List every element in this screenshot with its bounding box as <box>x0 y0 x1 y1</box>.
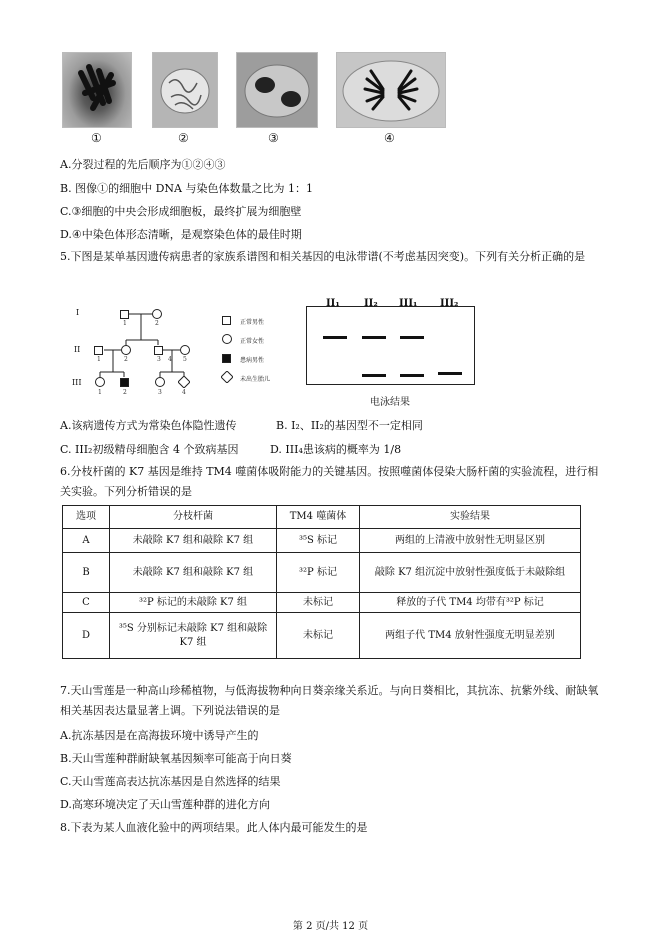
pedigree-II2-female <box>121 345 131 355</box>
image-label-4: ④ <box>384 131 395 145</box>
table-cell: 未标记 <box>277 613 360 659</box>
gel-caption: 电泳结果 <box>370 397 410 408</box>
table-cell: A <box>63 529 110 553</box>
q8-stem: 8.下表为某人血液化验中的两项结果。此人体内最可能发生的是 <box>60 821 368 834</box>
micrograph-1 <box>62 52 132 128</box>
q7-option-d: D.高寒环境决定了天山雪莲种群的进化方向 <box>60 798 270 811</box>
gel-box <box>306 306 475 385</box>
legend-normal-female: 正常女性 <box>240 338 265 345</box>
table-cell: 释放的子代 TM4 均带有³²P 标记 <box>360 593 581 613</box>
gel-lane-label-2: II₂ <box>364 298 378 309</box>
pedigree-num-II4: 4 <box>168 356 172 363</box>
table-header-row <box>63 506 581 529</box>
table-cell: 未敲除 K7 组和敲除 K7 组 <box>110 553 277 593</box>
table-cell: ³⁵S 标记 <box>277 529 360 553</box>
gel-band-lane2-top <box>362 336 386 339</box>
gel-band-lane4-bottom <box>438 372 462 375</box>
table-header-bacteria: 分枝杆菌 <box>110 506 277 529</box>
pedigree-I2-female <box>152 309 162 319</box>
gel-band-lane1-top <box>323 336 347 339</box>
micrograph-2 <box>152 52 218 128</box>
image-label-2: ② <box>178 131 189 145</box>
q7-stem: 7.天山雪莲是一种高山珍稀植物，与低海拔物种向日葵亲缘关系近。与向日葵相比，其抗冻、抗紫外线、耐缺氧相关基因表达量显著上调。下列说法错误的是 <box>60 684 599 717</box>
legend-normal-female-icon <box>222 334 232 344</box>
legend-affected-male-icon <box>222 354 231 363</box>
q5-option-b: B. I₂、II₂的基因型不一定相同 <box>276 419 423 432</box>
legend-normal-male: 正常男性 <box>240 319 265 326</box>
table-cell: 两组子代 TM4 放射性强度无明显差别 <box>360 613 581 659</box>
pedigree-num-I1: 1 <box>123 320 127 327</box>
q5-option-a: A.该病遗传方式为常染色体隐性遗传 <box>60 419 237 432</box>
table-cell: ³⁵S 分别标记未敲除 K7 组和敲除 K7 组 <box>110 613 277 659</box>
q5-option-c: C. III₂初级精母细胞含 4 个致病基因 <box>60 443 239 456</box>
image-label-3: ③ <box>268 131 279 145</box>
q6-stem: 6.分枝杆菌的 K7 基因是维持 TM4 噬菌体吸附能力的关键基因。按照噬菌体侵染大肠杆菌的实验流程，进行相关实验。下列分析错误的是 <box>60 465 599 498</box>
legend-normal-male-icon <box>222 316 231 325</box>
gel-band-lane3-bottom <box>400 374 424 377</box>
pedigree-num-I2: 2 <box>155 320 159 327</box>
pedigree-num-II2: 2 <box>124 356 128 363</box>
table-cell: ³²P 标记 <box>277 553 360 593</box>
page-footer: 第 2 页/共 12 页 <box>292 921 369 932</box>
q5-option-d: D. III₄患该病的概率为 1/8 <box>270 443 402 456</box>
generation-label-1: I <box>76 308 80 317</box>
pedigree-III3-female <box>155 377 165 387</box>
legend-affected-male: 患病男性 <box>240 357 265 364</box>
table-header-option: 选项 <box>63 506 110 529</box>
pedigree-III2-affected-male <box>120 378 129 387</box>
pedigree-II4-female <box>180 345 190 355</box>
pedigree-num-III4: 4 <box>182 389 186 396</box>
pedigree-III1-female <box>95 377 105 387</box>
q7-option-b: B.天山雪莲种群耐缺氧基因频率可能高于向日葵 <box>60 752 292 765</box>
table-cell: ³²P 标记的未敲除 K7 组 <box>110 593 277 613</box>
pedigree-III4-fetus <box>178 376 190 388</box>
table-cell: C <box>63 593 110 613</box>
micrograph-3 <box>236 52 318 128</box>
table-cell: 未敲除 K7 组和敲除 K7 组 <box>110 529 277 553</box>
pedigree-num-III2: 2 <box>123 389 127 396</box>
q7-option-a: A.抗冻基因是在高海拔环境中诱导产生的 <box>60 729 259 742</box>
pedigree-num-III3: 3 <box>158 389 162 396</box>
q4-option-c: C.③细胞的中央会形成细胞板，最终扩展为细胞壁 <box>60 205 302 218</box>
table-row <box>63 553 581 593</box>
pedigree-num-III1: 1 <box>98 389 102 396</box>
pedigree-II1-male <box>94 346 103 355</box>
micrograph-4 <box>336 52 446 128</box>
pedigree-num-II3: 3 <box>157 356 161 363</box>
table-row <box>63 613 581 659</box>
generation-label-2: II <box>74 345 81 354</box>
pedigree-II3-male <box>154 346 163 355</box>
table-row <box>63 529 581 553</box>
pedigree-num-II5: 5 <box>183 356 187 363</box>
gel-lane-label-3: III₁ <box>399 298 418 309</box>
gel-lane-label-4: III₂ <box>440 298 459 309</box>
legend-fetus: 未出生胎儿 <box>240 376 271 383</box>
table-cell: D <box>63 613 110 659</box>
table-cell: 两组的上清液中放射性无明显区别 <box>360 529 581 553</box>
pedigree-num-II1: 1 <box>97 356 101 363</box>
table-header-phage: TM4 噬菌体 <box>277 506 360 529</box>
image-label-1: ① <box>91 131 102 145</box>
chromosome-image-1 <box>63 53 131 127</box>
table-cell: 敲除 K7 组沉淀中放射性强度低于未敲除组 <box>360 553 581 593</box>
q4-option-d: D.④中染色体形态清晰，是观察染色体的最佳时期 <box>60 228 302 241</box>
table-row <box>63 593 581 613</box>
chromosome-image-2 <box>153 53 217 127</box>
q5-stem: 5.下图是某单基因遗传病患者的家族系谱图和相关基因的电泳带谱(不考虑基因突变)。下列有关分析正确的是 <box>60 250 586 263</box>
table-cell: B <box>63 553 110 593</box>
table-header-result: 实验结果 <box>360 506 581 529</box>
q4-option-a: A.分裂过程的先后顺序为①②④③ <box>60 158 226 171</box>
q7-option-c: C.天山雪莲高表达抗冻基因是自然选择的结果 <box>60 775 281 788</box>
pedigree-I1-male <box>120 310 129 319</box>
q4-option-b: B. 图像①的细胞中 DNA 与染色体数量之比为 1：1 <box>60 182 313 195</box>
q6-table <box>62 505 581 659</box>
gel-lane-label-1: II₁ <box>326 298 340 309</box>
table-cell: 未标记 <box>277 593 360 613</box>
legend-fetus-icon <box>221 371 233 383</box>
gel-band-lane3-top <box>400 336 424 339</box>
chromosome-image-3 <box>237 53 317 127</box>
chromosome-image-4 <box>337 53 445 127</box>
generation-label-3: III <box>72 378 82 387</box>
gel-band-lane2-bottom <box>362 374 386 377</box>
